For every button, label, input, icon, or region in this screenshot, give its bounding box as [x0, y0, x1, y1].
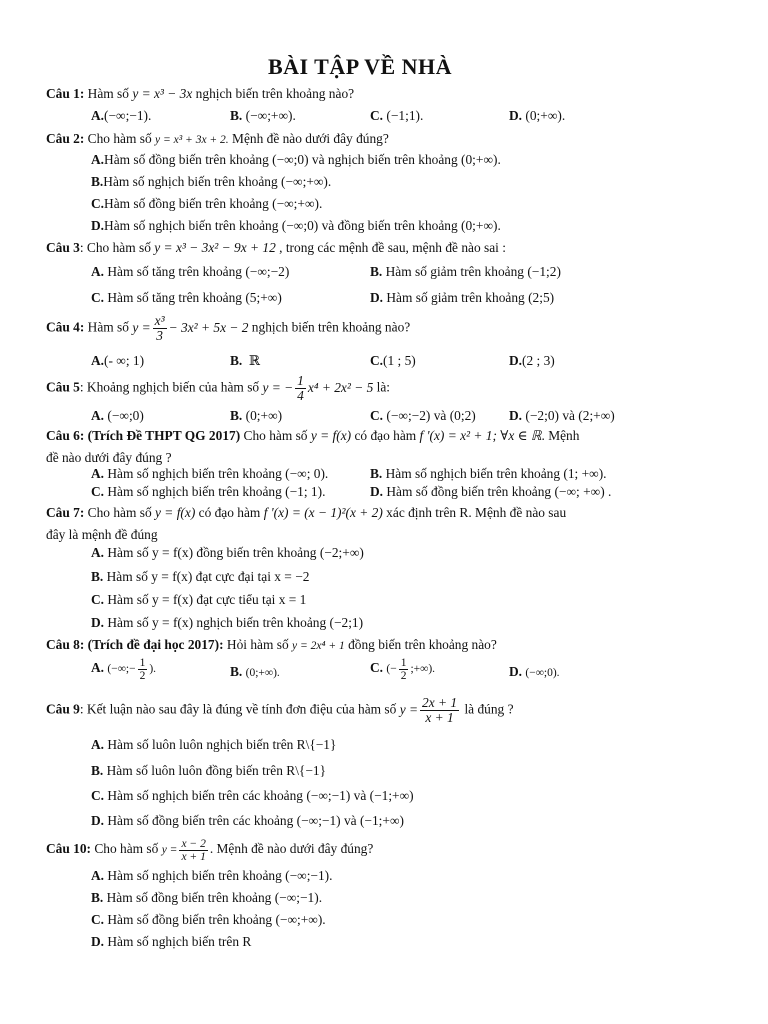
option-text: Hàm số luôn luôn nghịch biến trên R\{−1} — [104, 737, 337, 752]
option-label: D. — [370, 484, 384, 499]
fraction-numerator: x³ — [154, 313, 165, 328]
option-label: A. — [91, 466, 105, 481]
fraction-numerator: 1 — [400, 657, 407, 669]
option-label: D. — [509, 664, 523, 679]
option-label: B. — [230, 664, 243, 679]
option-label: D. — [509, 353, 523, 368]
option-label: B. — [230, 408, 243, 423]
option-text: Hàm số giảm trên khoảng (2;5) — [383, 290, 555, 305]
question-9-option-b — [91, 763, 326, 779]
question-6-derivative: f '(x) = x² + 1; ∀x ∈ ℝ — [419, 428, 542, 443]
question-10-option-c — [91, 912, 326, 928]
option-label: D. — [370, 290, 384, 305]
fraction — [179, 838, 207, 863]
question-1-option-b — [230, 108, 296, 124]
question-4-option-d — [509, 353, 555, 369]
question-4-option-b — [230, 353, 260, 369]
question-8-number: Câu 8: (Trích đề đại học 2017): — [46, 637, 224, 652]
fraction — [399, 657, 409, 682]
option-suffix: ;+∞). — [410, 663, 436, 676]
option-label: B. — [91, 174, 104, 189]
option-text: Hàm số nghịch biến trên R — [104, 934, 252, 949]
question-2-function: y = x³ + 3x + 2. — [155, 134, 229, 146]
option-text: (1 ; 5) — [383, 353, 416, 368]
option-label: A. — [91, 737, 105, 752]
question-6 — [46, 428, 579, 444]
question-8 — [46, 637, 497, 653]
option-label: D. — [509, 408, 523, 423]
option-text: Hàm số tăng trên khoảng (−∞;−2) — [104, 264, 290, 279]
option-label: C. — [370, 353, 384, 368]
question-8-option-c — [370, 657, 435, 682]
function-rest: − 3x² + 5x − 2 — [168, 319, 249, 335]
option-text: (0;+∞). — [525, 108, 566, 123]
question-4 — [46, 314, 410, 343]
option-label: B. — [230, 353, 243, 368]
question-3 — [46, 240, 506, 256]
option-prefix: (−∞;− — [107, 663, 136, 676]
option-label: B. — [91, 890, 104, 905]
option-label: B. — [370, 264, 383, 279]
option-text: Hàm số y = f(x) nghịch biến trên khoảng (−2;1) — [104, 615, 364, 630]
question-2-option-b — [91, 174, 331, 190]
question-8-option-d — [509, 664, 560, 680]
fraction — [138, 657, 148, 682]
option-label: C. — [370, 408, 384, 423]
fraction-denominator: 2 — [400, 670, 407, 683]
option-label: A. — [91, 108, 105, 123]
question-7-option-b — [91, 569, 309, 585]
question-1-function: y = x³ − 3x — [132, 86, 193, 101]
question-7-option-d — [91, 615, 363, 631]
option-label: A. — [91, 545, 105, 560]
question-6-option-c — [91, 484, 325, 500]
option-text: Hàm số đồng biến trên các khoảng (−∞;−1) và (−1;+∞) — [104, 813, 404, 828]
question-10-option-b — [91, 890, 322, 906]
question-7-prompt: xác định trên R. Mệnh đề nào sau — [382, 505, 567, 520]
option-text: (0;+∞) — [245, 408, 283, 423]
question-7-option-c — [91, 592, 306, 608]
fraction-numerator: x − 2 — [181, 838, 206, 850]
fraction-denominator: 4 — [297, 388, 304, 404]
option-text: Hàm số y = f(x) đạt cực đại tại x = −2 — [103, 569, 310, 584]
question-5-prompt: là: — [373, 379, 391, 395]
question-6-option-d — [370, 484, 611, 500]
option-label: C. — [91, 196, 105, 211]
question-9-option-a — [91, 737, 336, 753]
option-text: Hàm số đồng biến trên khoảng (−∞;+∞). — [104, 912, 326, 927]
question-7-intro: Cho hàm số — [84, 505, 156, 520]
question-6-prompt: . Mệnh — [541, 428, 580, 443]
question-4-number: Câu 4: — [46, 319, 85, 335]
question-2 — [46, 131, 389, 147]
question-6-option-b — [370, 466, 607, 482]
question-9-option-c — [91, 788, 414, 804]
question-4-function — [132, 313, 249, 344]
question-10-number: Câu 10: — [46, 841, 92, 857]
option-text: (2 ; 3) — [522, 353, 555, 368]
question-6-mid: có đạo hàm — [351, 428, 420, 443]
option-text: Hàm số nghịch biến trên khoảng (−∞;+∞). — [103, 174, 332, 189]
question-10 — [46, 838, 373, 863]
option-label: D. — [91, 813, 105, 828]
question-8-function: y = 2x⁴ + 1 — [291, 640, 345, 652]
question-5-number: Câu 5 — [46, 379, 80, 395]
question-3-option-a — [91, 264, 289, 280]
option-text: Hàm số đồng biến trên khoảng (−∞;0) và nghịch biến trên khoảng (0;+∞). — [104, 152, 501, 167]
question-10-function — [161, 838, 210, 864]
option-label: D. — [509, 108, 523, 123]
question-5-option-b — [230, 408, 282, 424]
question-3-prompt: , trong các mệnh đề sau, mệnh đề nào sai : — [275, 240, 506, 255]
page-title: BÀI TẬP VỀ NHÀ — [267, 54, 453, 79]
question-10-intro: Cho hàm số — [91, 841, 162, 857]
option-label: A. — [91, 353, 105, 368]
question-1-option-c — [370, 108, 423, 124]
option-text: Hàm số nghịch biến trên các khoảng (−∞;−1) và (−1;+∞) — [104, 788, 414, 803]
option-suffix: ). — [149, 663, 157, 676]
question-7-mid: có đạo hàm — [195, 505, 264, 520]
option-text: Hàm số y = f(x) đạt cực tiểu tại x = 1 — [104, 592, 307, 607]
option-text: Hàm số tăng trên khoảng (5;+∞) — [104, 290, 282, 305]
question-10-option-d — [91, 934, 251, 950]
option-text: (−∞;−2) và (0;2) — [386, 408, 476, 423]
option-label: C. — [91, 592, 105, 607]
question-6-continuation: đề nào dưới đây đúng ? — [46, 450, 172, 465]
option-text: ℝ — [248, 353, 261, 368]
question-3-intro: : Cho hàm số — [79, 240, 155, 255]
option-label: A. — [91, 152, 105, 167]
function-lhs: y = — [399, 701, 419, 717]
question-6-function: y = f(x) — [310, 428, 352, 443]
fraction-numerator: 1 — [297, 373, 304, 388]
question-10-prompt: . Mệnh đề nào dưới đây đúng? — [209, 841, 374, 857]
option-text: Hàm số đồng biến trên khoảng (−∞; +∞) . — [383, 484, 612, 499]
question-2-option-d — [91, 218, 501, 234]
option-text: (−∞;0). — [525, 667, 560, 679]
question-5 — [46, 374, 390, 403]
option-text: Hàm số y = f(x) đồng biến trên khoảng (−2;+∞) — [104, 545, 364, 560]
question-5-option-c — [370, 408, 476, 424]
option-label: D. — [91, 615, 105, 630]
function-lhs: y = — [132, 319, 151, 335]
function-lhs: y = − — [262, 379, 294, 395]
function-rest: x⁴ + 2x² − 5 — [307, 379, 374, 395]
fraction — [295, 374, 306, 403]
option-label: D. — [91, 934, 105, 949]
question-5-intro: : Khoảng nghịch biến của hàm số — [79, 379, 263, 395]
option-label: C. — [370, 660, 384, 676]
question-9-prompt: là đúng ? — [461, 701, 514, 717]
option-label: C. — [91, 290, 105, 305]
option-label: B. — [91, 763, 104, 778]
question-3-function: y = x³ − 3x² − 9x + 12 — [154, 240, 276, 255]
question-8-prompt: đồng biến trên khoảng nào? — [344, 637, 497, 652]
option-text: Hàm số nghịch biến trên khoảng (1; +∞). — [382, 466, 607, 481]
question-8-intro: Hỏi hàm số — [223, 637, 292, 652]
option-label: B. — [91, 569, 104, 584]
question-10-option-a — [91, 868, 332, 884]
question-2-number: Câu 2: — [46, 131, 85, 146]
question-5-option-a — [91, 408, 144, 424]
option-label: C. — [91, 912, 105, 927]
question-8-option-a — [91, 657, 156, 682]
fraction-denominator: 2 — [139, 670, 146, 683]
question-3-option-d — [370, 290, 554, 306]
option-label: C. — [91, 484, 105, 499]
option-text — [386, 657, 436, 683]
option-text: (−∞;−1). — [104, 108, 152, 123]
option-label: C. — [370, 108, 384, 123]
question-2-prompt: Mệnh đề nào dưới đây đúng? — [228, 131, 389, 146]
question-7-function: y = f(x) — [155, 505, 196, 520]
fraction — [420, 696, 459, 725]
option-text: (−∞;0) — [107, 408, 144, 423]
option-text: (−∞;+∞). — [245, 108, 296, 123]
question-1-number: Câu 1: — [46, 86, 85, 101]
fraction-denominator: x + 1 — [181, 851, 206, 864]
option-text: Hàm số nghịch biến trên khoảng (−1; 1). — [104, 484, 326, 499]
question-4-option-a — [91, 353, 144, 369]
question-9-option-d — [91, 813, 404, 829]
fraction — [153, 314, 167, 343]
option-text: (- ∞; 1) — [104, 353, 145, 368]
option-text: Hàm số đồng biến trên khoảng (−∞;+∞). — [104, 196, 323, 211]
option-text: Hàm số đồng biến trên khoảng (−∞;−1). — [103, 890, 323, 905]
question-4-option-c — [370, 353, 416, 369]
option-text: Hàm số giảm trên khoảng (−1;2) — [382, 264, 561, 279]
question-1-prompt: nghịch biến trên khoảng nào? — [192, 86, 355, 101]
fraction-denominator: 3 — [156, 328, 163, 344]
question-6-option-a — [91, 466, 328, 482]
question-4-prompt: nghịch biến trên khoảng nào? — [248, 319, 411, 335]
question-9-number: Câu 9 — [46, 701, 80, 717]
question-8-option-b — [230, 664, 280, 680]
option-text: (−1;1). — [386, 108, 424, 123]
option-label: A. — [91, 264, 105, 279]
question-7-number: Câu 7: — [46, 505, 85, 520]
option-label: D. — [91, 218, 105, 233]
option-text: Hàm số nghịch biến trên khoảng (−∞; 0). — [104, 466, 329, 481]
question-6-intro: Cho hàm số — [240, 428, 311, 443]
question-3-option-c — [91, 290, 282, 306]
question-1-intro: Hàm số — [84, 86, 133, 101]
question-9-intro: : Kết luận nào sau đây là đúng về tính đơn điệu của hàm số — [79, 701, 400, 717]
question-1-option-a — [91, 108, 151, 124]
question-3-option-b — [370, 264, 561, 280]
option-label: B. — [230, 108, 243, 123]
question-9-function — [399, 695, 461, 726]
option-label: C. — [91, 788, 105, 803]
question-3-number: Câu 3 — [46, 240, 80, 255]
option-label: A. — [91, 408, 105, 423]
question-1 — [46, 86, 354, 102]
option-text: Hàm số nghịch biến trên khoảng (−∞;0) và đồng biến trên khoảng (0;+∞). — [104, 218, 501, 233]
option-text: Hàm số nghịch biến trên khoảng (−∞;−1). — [104, 868, 333, 883]
question-4-intro: Hàm số — [84, 319, 133, 335]
option-label: A. — [91, 660, 105, 676]
option-label: B. — [370, 466, 383, 481]
fraction-numerator: 1 — [139, 657, 146, 669]
question-7-continuation: đây là mệnh đề đúng — [46, 527, 158, 542]
fraction-denominator: x + 1 — [425, 710, 454, 726]
question-5-function — [262, 373, 374, 404]
option-text: (0;+∞). — [245, 667, 280, 679]
option-text: (−2;0) và (2;+∞) — [525, 408, 615, 423]
question-7-derivative: f '(x) = (x − 1)²(x + 2) — [263, 505, 383, 520]
question-2-option-a — [91, 152, 501, 168]
fraction-numerator: 2x + 1 — [422, 695, 458, 710]
question-2-option-c — [91, 196, 322, 212]
question-2-intro: Cho hàm số — [84, 131, 156, 146]
option-prefix: (− — [386, 663, 397, 676]
option-text: Hàm số luôn luôn đồng biến trên R\{−1} — [103, 763, 327, 778]
question-5-option-d — [509, 408, 615, 424]
option-text — [107, 657, 157, 683]
question-6-number: Câu 6: (Trích Đề THPT QG 2017) — [46, 428, 241, 443]
question-1-option-d — [509, 108, 565, 124]
function-lhs: y = — [161, 844, 178, 857]
option-label: A. — [91, 868, 105, 883]
question-9 — [46, 696, 514, 725]
question-7-option-a — [91, 545, 364, 561]
question-7 — [46, 505, 566, 521]
